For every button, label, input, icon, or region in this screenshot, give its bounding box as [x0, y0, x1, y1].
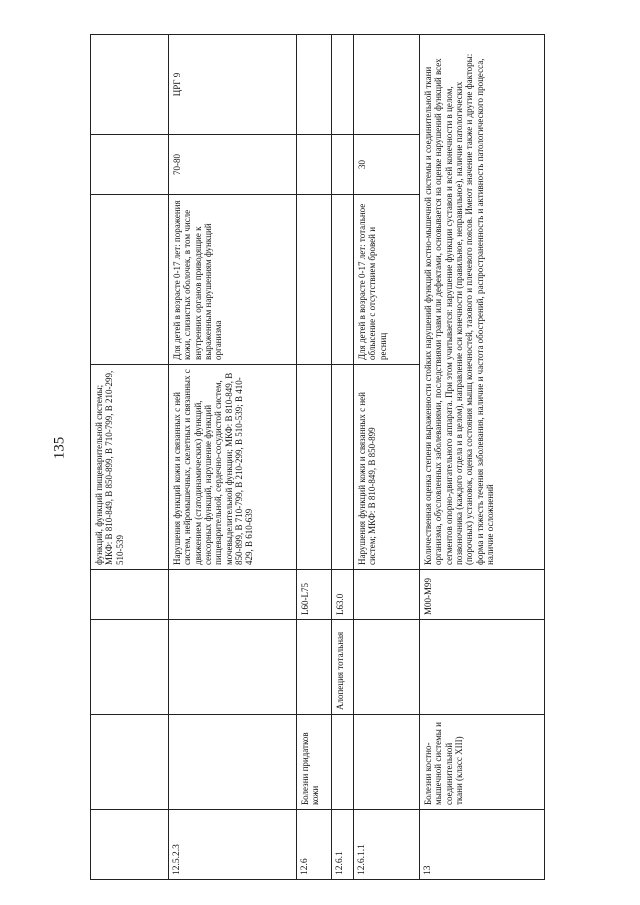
- cell-code: L63.0: [332, 570, 354, 620]
- cell-pct: [297, 135, 332, 195]
- cell-func: Нарушения функций кожи и связанных с ней систем; МКФ: B 810-849, B 850-899: [354, 365, 420, 570]
- cell-code: L60-L75: [297, 570, 332, 620]
- cell-age: [91, 195, 169, 365]
- table-row: [169, 35, 297, 880]
- classification-table: [90, 34, 545, 880]
- cell-code: [91, 570, 169, 620]
- cell-disease: [332, 715, 354, 810]
- cell-num: 12.6.1: [332, 810, 354, 880]
- rotated-document: [90, 35, 550, 880]
- cell-disease: Болезни придатков кожи: [297, 715, 332, 810]
- cell-func: [332, 365, 354, 570]
- cell-grp: [297, 35, 332, 135]
- cell-num: 12.6: [297, 810, 332, 880]
- cell-func: [297, 365, 332, 570]
- cell-disease: [169, 715, 297, 810]
- cell-num: 12.6.1.1: [354, 810, 420, 880]
- table-row: [420, 35, 545, 880]
- table-row: [297, 35, 332, 880]
- cell-pct: [332, 135, 354, 195]
- cell-subdisease: [354, 620, 420, 715]
- cell-disease: [91, 715, 169, 810]
- cell-age: Для детей в возрасте 0-17 лет: поражения кожи, слизистых оболочек, в том числе внутренних органов приводящие к выраженным нарушениям функций организма: [169, 195, 297, 365]
- cell-subdisease: Алопеция тотальная: [332, 620, 354, 715]
- table-row: [354, 35, 420, 880]
- table-row: [332, 35, 354, 880]
- page-number: 135: [51, 436, 68, 460]
- table-row-continuation: [91, 35, 169, 880]
- cell-grp: [91, 35, 169, 135]
- cell-pct: 70-80: [169, 135, 297, 195]
- cell-pct: 30: [354, 135, 420, 195]
- cell-grp: ЦРГ 9: [169, 35, 297, 135]
- cell-subdisease: [420, 620, 545, 715]
- cell-age: Для детей в возрасте 0-17 лет: тотальное облысение с отсутствием бровей и ресниц: [354, 195, 420, 365]
- cell-subdisease: [91, 620, 169, 715]
- cell-note: Количественная оценка степени выраженности стойких нарушений функций костно-мышечной системы и соединительной ткани организма, обусловленных заболеваниями, последствиями травм или дефектами, основывается на оценке нарушений функций всех сегментов опорно-двигательного аппарата. При этом учитывается: нарушение функции суставов и всей конечности в целом, позвоночника (каждого отдела и в целом), направление оси конечности (правильное, неправильное), наличие патологических (порочных) установок, оценка состояния мышц конечностей, тазового и плечевого поясов. Имеют значение также и другие факторы: форма и тяжесть течения заболевания, наличие и частота обострений, распространенность и активность патологического процесса, наличие осложнений: [420, 35, 545, 570]
- cell-disease: [354, 715, 420, 810]
- cell-func: Нарушения функций кожи и связанных с ней систем, нейромышечных, скелетных и связанных с движением (статодинамических) функций, сенсорных функций, нарушение функций пищеварительной, сердечно-сосудистой систем, мочевыделительной функции; МКФ: B 810-849, B 850-899, B 710-799, B 210-299, B 510-539; B 410-429, B 610-639: [169, 365, 297, 570]
- cell-code: M00-M99: [420, 570, 545, 620]
- cell-func: функций, функций пищеварительной системы; МКФ: B 810-849, B 850-899, B 710-799, B 210-299, 510-539: [91, 365, 169, 570]
- cell-age: [332, 195, 354, 365]
- cell-disease: Болезни костно-мышечной системы и соединительной ткани (класс XIII): [420, 715, 545, 810]
- page-number-box: [50, 428, 70, 468]
- cell-grp: [332, 35, 354, 135]
- cell-grp: [354, 35, 420, 135]
- cell-age: [297, 195, 332, 365]
- cell-num: [91, 810, 169, 880]
- cell-num: 13: [420, 810, 545, 880]
- cell-subdisease: [297, 620, 332, 715]
- cell-pct: [91, 135, 169, 195]
- cell-code: [169, 570, 297, 620]
- cell-num: 12.5.2.3: [169, 810, 297, 880]
- cell-subdisease: [169, 620, 297, 715]
- cell-code: [354, 570, 420, 620]
